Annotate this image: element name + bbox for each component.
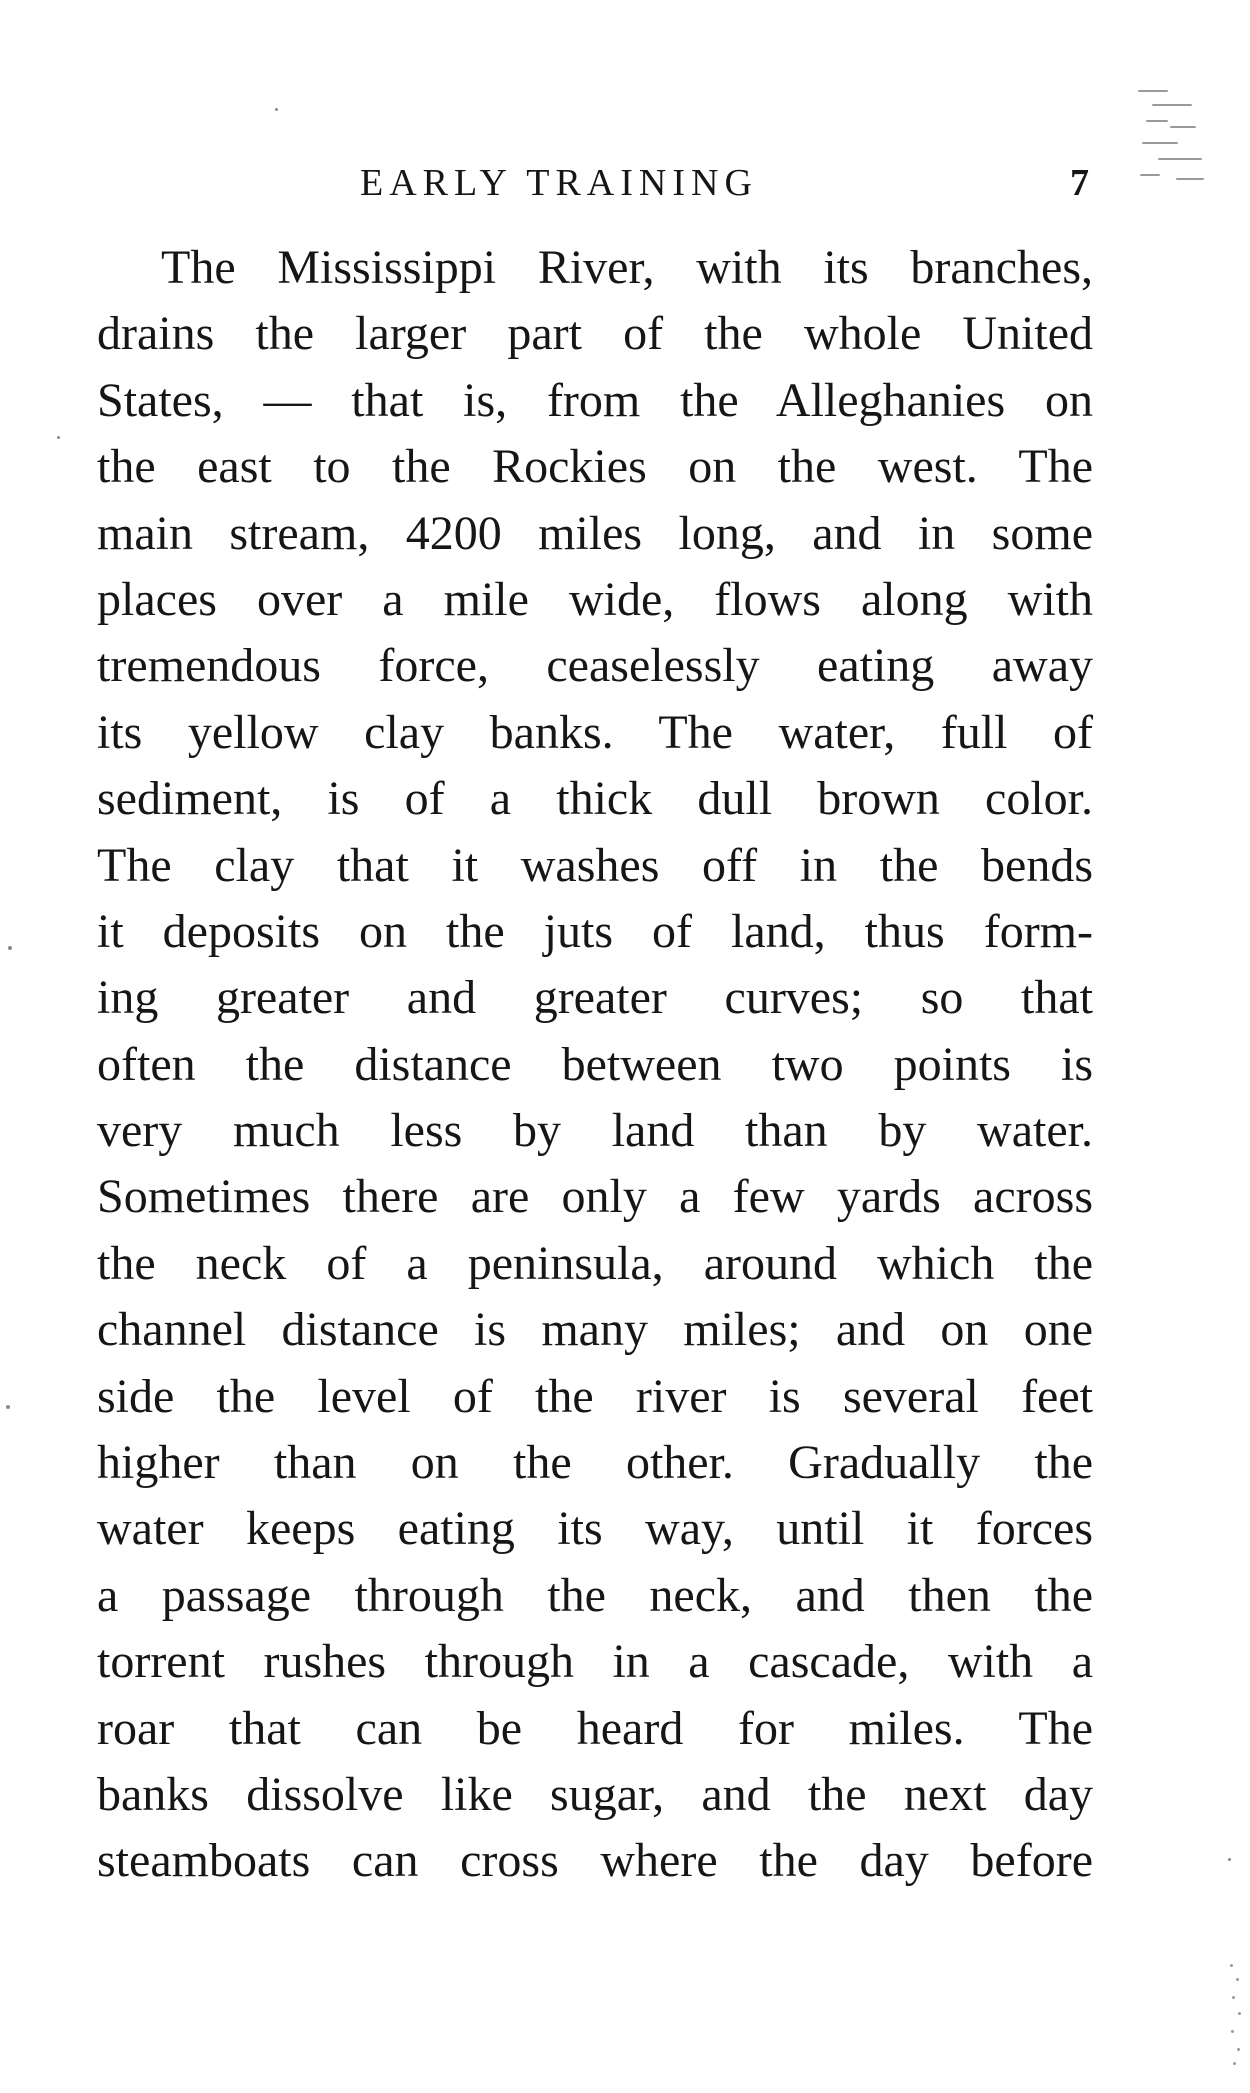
text-line: ing greater and greater curves; so that bbox=[97, 971, 1093, 1025]
paper-speck bbox=[275, 108, 278, 111]
text-line: side the level of the river is several feet bbox=[97, 1369, 1093, 1423]
text-line: steamboats can cross where the day before bbox=[97, 1834, 1093, 1888]
text-line: sediment, is of a thick dull brown color. bbox=[97, 772, 1093, 826]
paper-speck bbox=[6, 1405, 10, 1409]
text-line: Sometimes there are only a few yards across bbox=[97, 1170, 1093, 1224]
text-line: often the distance between two points is bbox=[97, 1037, 1093, 1091]
text-line: The Mississippi River, with its branches, bbox=[161, 241, 1093, 294]
running-head bbox=[0, 158, 1250, 208]
text-line: banks dissolve like sugar, and the next day bbox=[97, 1767, 1093, 1821]
text-line: a passage through the neck, and then the bbox=[97, 1568, 1093, 1622]
text-line: main stream, 4200 miles long, and in some bbox=[97, 506, 1093, 560]
text-line: the neck of a peninsula, around which the bbox=[97, 1236, 1093, 1290]
text-line: places over a mile wide, flows along with bbox=[97, 572, 1093, 626]
paper-speck bbox=[57, 436, 60, 439]
body-text bbox=[97, 235, 1093, 1895]
running-head-title: EARLY TRAINING bbox=[360, 162, 758, 204]
text-line: higher than on the other. Gradually the bbox=[97, 1436, 1093, 1490]
text-line: tremendous force, ceaselessly eating away bbox=[97, 639, 1093, 693]
text-line: roar that can be heard for miles. The bbox=[97, 1701, 1093, 1755]
text-line: the east to the Rockies on the west. The bbox=[97, 440, 1093, 494]
text-line: The clay that it washes off in the bends bbox=[97, 838, 1093, 892]
text-line: very much less by land than by water. bbox=[97, 1104, 1093, 1158]
text-line: drains the larger part of the whole United bbox=[97, 307, 1093, 361]
text-line: States, — that is, from the Alleghanies on bbox=[97, 373, 1093, 427]
text-line: it deposits on the juts of land, thus form- bbox=[97, 904, 1093, 958]
text-line: its yellow clay banks. The water, full of bbox=[97, 705, 1093, 759]
text-line: water keeps eating its way, until it forces bbox=[97, 1502, 1093, 1556]
paper-speck bbox=[8, 946, 12, 950]
page-number: 7 bbox=[1070, 162, 1089, 204]
paper-speck bbox=[1228, 1858, 1231, 1861]
text-line: torrent rushes through in a cascade, with a bbox=[97, 1635, 1093, 1689]
page-edge-noise bbox=[1228, 1960, 1244, 2070]
text-line: channel distance is many miles; and on one bbox=[97, 1303, 1093, 1357]
